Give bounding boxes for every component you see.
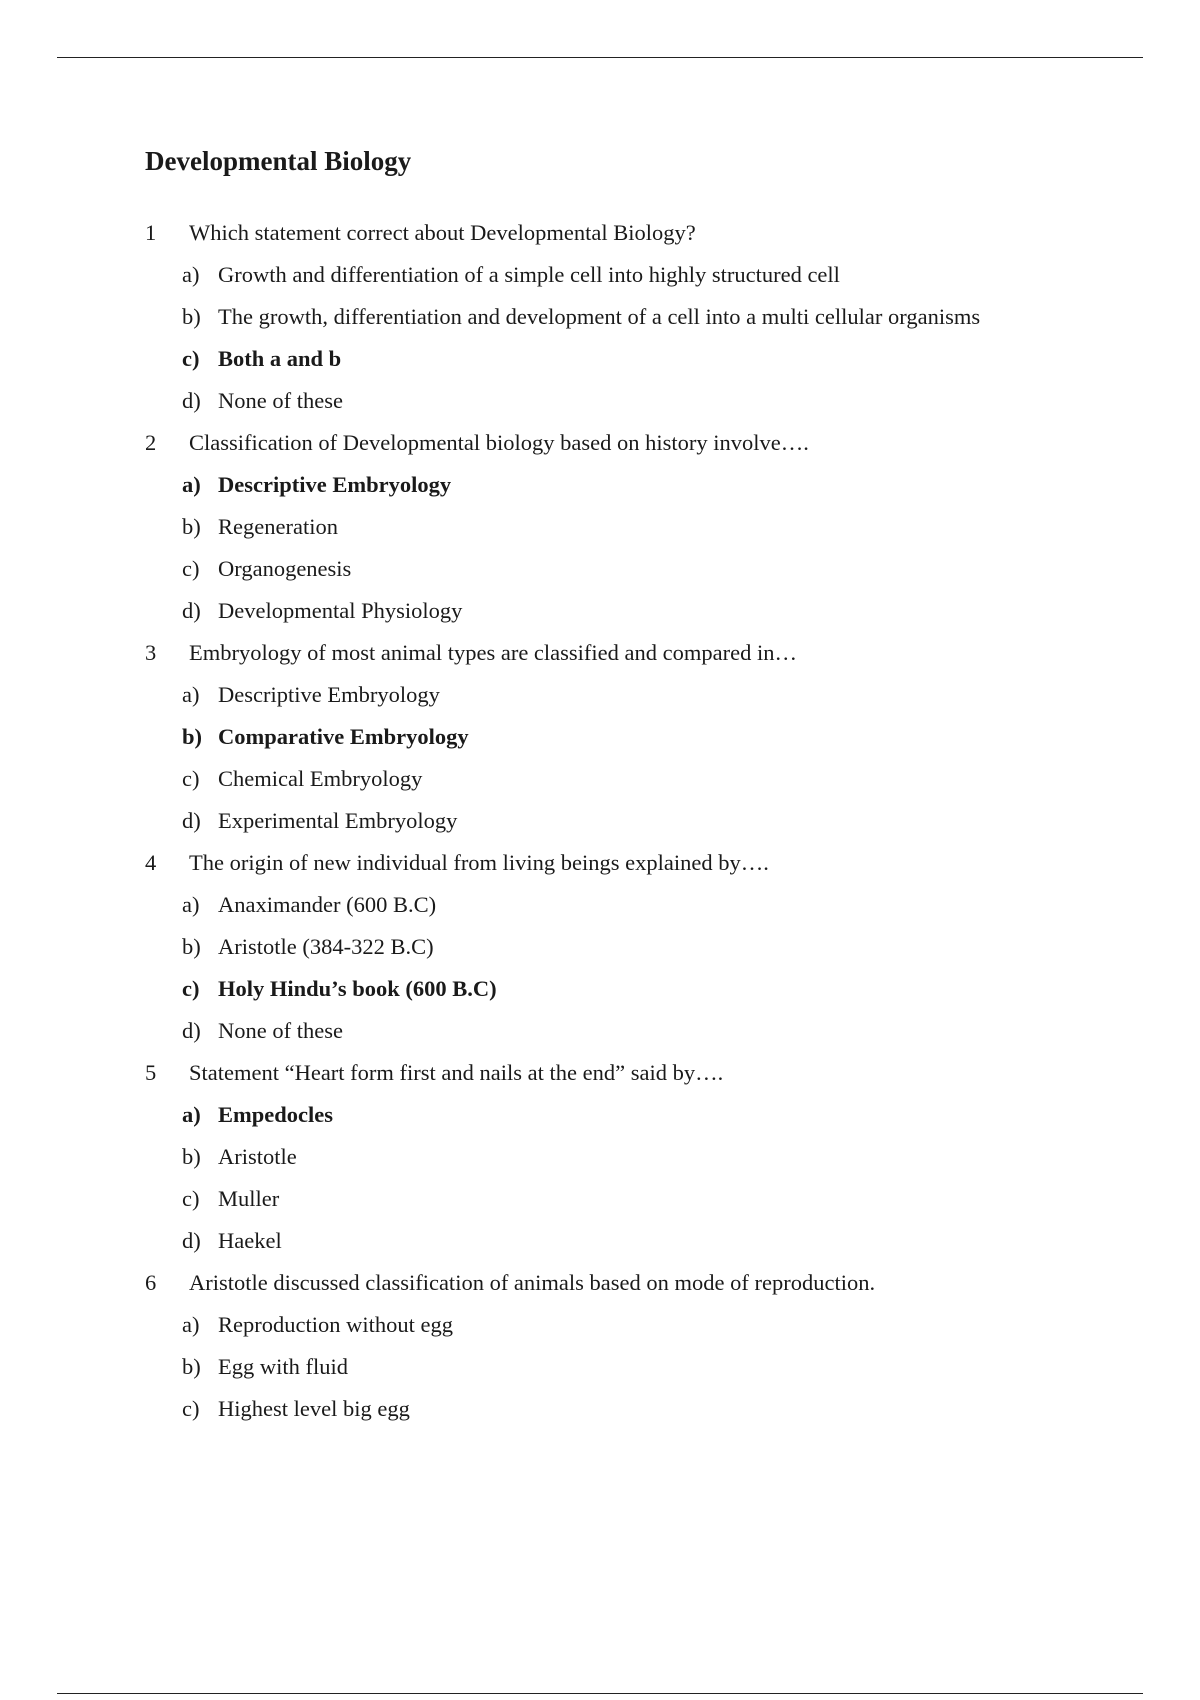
question-text: The origin of new individual from living beings explained by….: [189, 850, 769, 875]
answer-option: [145, 800, 980, 842]
option-label: a): [182, 1312, 200, 1337]
option-label: d): [182, 1228, 201, 1253]
option-list: [145, 674, 980, 842]
option-text: Comparative Embryology: [218, 724, 469, 749]
question-number: 4: [145, 850, 157, 875]
answer-option: [145, 1178, 980, 1220]
correct-answer-option: [145, 1094, 980, 1136]
question-number: 3: [145, 640, 157, 665]
option-text: Developmental Physiology: [218, 598, 463, 623]
option-label: d): [182, 808, 201, 833]
footer-rule: [57, 1693, 1143, 1694]
option-text: Egg with fluid: [218, 1354, 348, 1379]
question-text: Embryology of most animal types are classified and compared in…: [189, 640, 797, 665]
question-stem: [145, 422, 980, 464]
option-text: The growth, differentiation and development of a cell into a multi cellular organisms: [218, 304, 981, 329]
option-text: Growth and differentiation of a simple cell into highly structured cell: [218, 262, 840, 287]
option-text: Highest level big egg: [218, 1396, 410, 1421]
option-text: Empedocles: [218, 1102, 333, 1127]
answer-option: [145, 1010, 980, 1052]
answer-option: [145, 1388, 980, 1430]
option-label: b): [182, 724, 203, 749]
option-label: b): [182, 934, 201, 959]
option-text: Anaximander (600 B.C): [218, 892, 437, 917]
answer-option: [145, 1136, 980, 1178]
option-label: c): [182, 1396, 200, 1421]
option-text: Reproduction without egg: [218, 1312, 453, 1337]
option-text: Descriptive Embryology: [218, 472, 452, 497]
correct-answer-option: [145, 464, 980, 506]
answer-option: [145, 1220, 980, 1262]
header-rule: [57, 57, 1143, 58]
correct-answer-option: [145, 968, 980, 1010]
option-text: Descriptive Embryology: [218, 682, 440, 707]
option-text: Muller: [218, 1186, 280, 1211]
answer-option: [145, 758, 980, 800]
option-text: Chemical Embryology: [218, 766, 423, 791]
option-text: None of these: [218, 388, 343, 413]
answer-option: [145, 380, 980, 422]
question-text: Statement “Heart form first and nails at the end” said by….: [189, 1060, 724, 1085]
option-label: a): [182, 472, 201, 497]
question-3: [145, 632, 980, 842]
option-label: b): [182, 1144, 201, 1169]
question-4: [145, 842, 980, 1052]
option-text: Holy Hindu’s book (600 B.C): [218, 976, 497, 1001]
question-number: 6: [145, 1270, 157, 1295]
option-list: [145, 884, 980, 1052]
answer-option: [145, 926, 980, 968]
option-label: a): [182, 262, 200, 287]
option-label: a): [182, 892, 200, 917]
question-2: [145, 422, 980, 632]
option-label: a): [182, 1102, 201, 1127]
option-text: None of these: [218, 1018, 343, 1043]
option-list: [145, 254, 980, 422]
answer-option: [145, 1346, 980, 1388]
answer-option: [145, 674, 980, 716]
correct-answer-option: [145, 716, 980, 758]
option-text: Haekel: [218, 1228, 282, 1253]
answer-option: [145, 506, 980, 548]
option-text: Regeneration: [218, 514, 338, 539]
answer-option: [145, 590, 980, 632]
option-label: b): [182, 1354, 201, 1379]
question-text: Classification of Developmental biology based on history involve….: [189, 430, 809, 455]
answer-option: [145, 548, 980, 590]
question-6: [145, 1262, 980, 1430]
answer-option: [145, 296, 980, 338]
correct-answer-option: [145, 338, 980, 380]
option-label: c): [182, 766, 200, 791]
question-stem: [145, 632, 980, 674]
option-label: c): [182, 1186, 200, 1211]
option-text: Experimental Embryology: [218, 808, 458, 833]
option-text: Both a and b: [218, 346, 342, 371]
option-text: Organogenesis: [218, 556, 352, 581]
question-stem: [145, 842, 980, 884]
question-number: 5: [145, 1060, 157, 1085]
option-label: d): [182, 598, 201, 623]
option-list: [145, 1094, 980, 1262]
option-label: c): [182, 976, 200, 1001]
question-5: [145, 1052, 980, 1262]
option-label: b): [182, 304, 201, 329]
option-text: Aristotle (384-322 B.C): [218, 934, 434, 959]
question-number: 1: [145, 220, 157, 245]
question-number: 2: [145, 430, 157, 455]
option-label: c): [182, 346, 200, 371]
question-text: Aristotle discussed classification of animals based on mode of reproduction.: [189, 1270, 876, 1295]
question-1: [145, 212, 980, 422]
option-list: [145, 464, 980, 632]
answer-option: [145, 254, 980, 296]
question-stem: [145, 212, 980, 254]
option-label: a): [182, 682, 200, 707]
option-label: d): [182, 388, 201, 413]
question-text: Which statement correct about Developmental Biology?: [189, 220, 696, 245]
answer-option: [145, 1304, 980, 1346]
option-label: c): [182, 556, 200, 581]
question-list: [145, 212, 980, 1430]
answer-option: [145, 884, 980, 926]
page-title: Developmental Biology: [145, 146, 412, 176]
option-list: [145, 1304, 980, 1430]
question-stem: [145, 1052, 980, 1094]
option-label: b): [182, 514, 201, 539]
question-stem: [145, 1262, 980, 1304]
option-text: Aristotle: [218, 1144, 297, 1169]
option-label: d): [182, 1018, 201, 1043]
